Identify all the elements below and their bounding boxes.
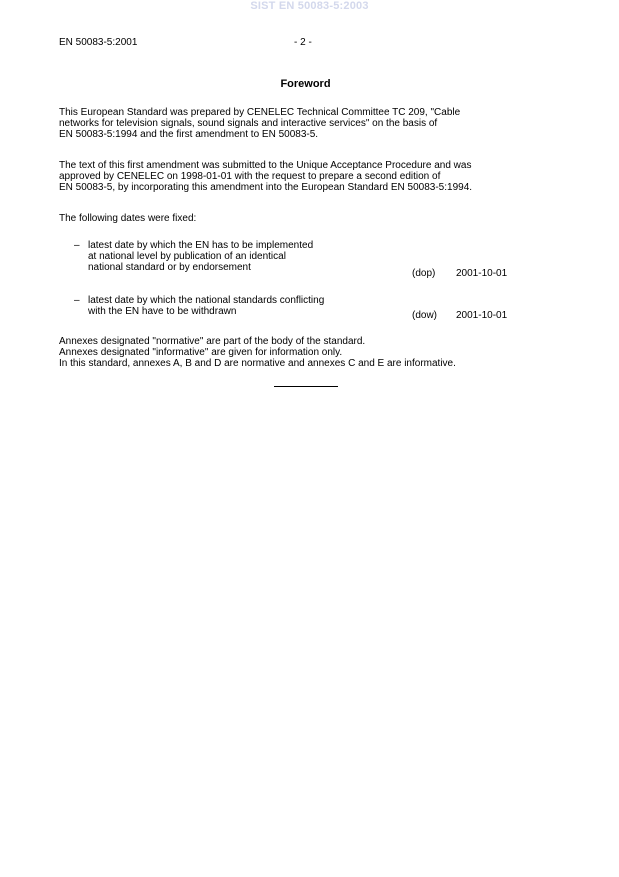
document-id: EN 50083-5:2001 [59,37,138,48]
text-line: The following dates were fixed: [59,213,197,224]
paragraph-annexes [59,336,559,369]
text-line: Annexes designated "normative" are part of the body of the standard. [59,336,366,347]
text-line: networks for television signals, sound signals and interactive services" on the basis of [59,118,438,129]
paragraph-amendment [59,160,559,193]
text-line: national standard or by endorsement [88,262,251,273]
end-rule [274,386,338,387]
text-line: This European Standard was prepared by CENELEC Technical Committee TC 209, "Cable [59,107,461,118]
date-abbreviation: (dow) [412,310,438,321]
text-line: approved by CENELEC on 1998-01-01 with the request to prepare a second edition of [59,171,441,182]
date-description [88,240,313,273]
text-line: latest date by which the national standards conflicting [88,295,325,306]
text-line: In this standard, annexes A, B and D are normative and annexes C and E are informative. [59,358,456,369]
page-title: Foreword [280,78,331,90]
text-line: EN 50083-5:1994 and the first amendment to EN 50083-5. [59,129,319,140]
text-line: Annexes designated "informative" are given for information only. [59,347,343,358]
text-line: The text of this first amendment was submitted to the Unique Acceptance Procedure and was [59,160,472,171]
date-item-dow [74,295,544,320]
date-description [88,295,324,317]
watermark: SIST EN 50083-5:2003 [250,0,369,12]
text-line: EN 50083-5, by incorporating this amendment into the European Standard EN 50083-5:1994. [59,182,473,193]
text-line: with the EN have to be withdrawn [88,306,237,317]
date-abbreviation: (dop) [412,268,436,279]
text-line: at national level by publication of an identical [88,251,286,262]
date-value: 2001-10-01 [456,310,508,321]
paragraph-dates-intro [59,213,559,224]
date-value: 2001-10-01 [456,268,508,279]
dash-bullet: – [74,240,80,251]
paragraph-preparation [59,107,559,140]
page-number: - 2 - [294,37,312,48]
date-item-dop [74,240,544,280]
text-line: latest date by which the EN has to be implemented [88,240,314,251]
dash-bullet: – [74,295,80,306]
